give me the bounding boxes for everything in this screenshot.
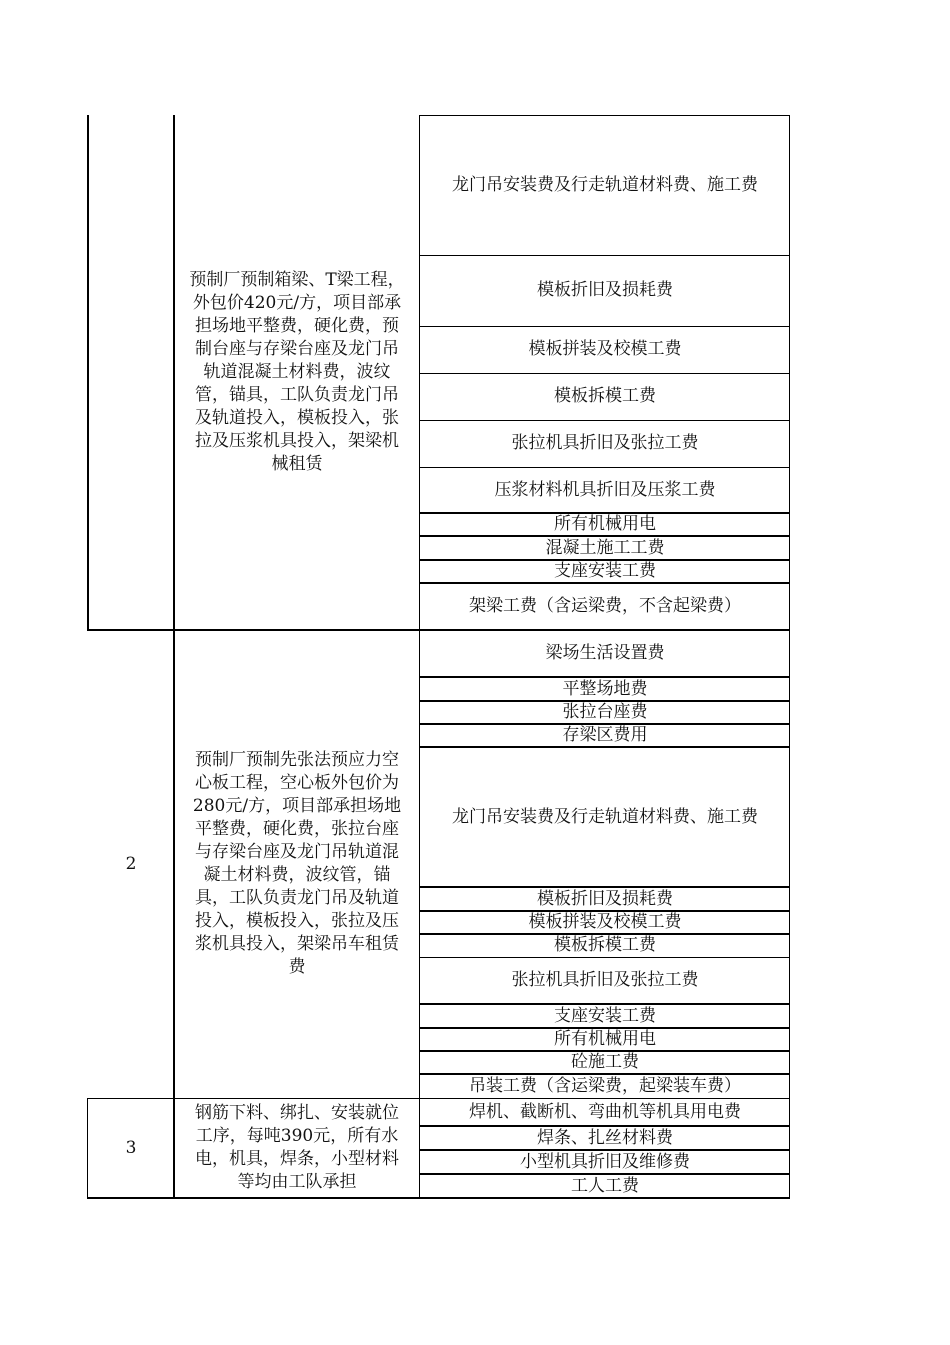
grid-line bbox=[419, 746, 790, 748]
grid-line bbox=[419, 1149, 790, 1151]
grid-line bbox=[419, 676, 790, 678]
group-2-item-3: 张拉台座费 bbox=[562, 702, 648, 722]
grid-line bbox=[419, 910, 790, 912]
grid-line bbox=[419, 1125, 790, 1127]
grid-line bbox=[419, 957, 790, 958]
group-2-number: 2 bbox=[125, 853, 137, 874]
grid-line bbox=[87, 629, 790, 631]
grid-line bbox=[419, 467, 790, 468]
group-3-item-1: 焊机、截断机、弯曲机等机具用电费 bbox=[469, 1101, 741, 1122]
grid-line bbox=[87, 1098, 88, 1198]
group-1-description: 预制厂预制箱梁、T梁工程， 外包价420元/方，项目部承 担场地平整费，硬化费，预 制台座与存梁台座及龙门吊 轨道混凝土材料费，波纹 管，锚具，工队负责龙门吊 及轨道投入，模板投入，张 拉及压浆机具投入，架梁机 械租赁 bbox=[189, 270, 405, 474]
group-3-item-3: 小型机具折旧及维修费 bbox=[520, 1151, 690, 1172]
grid-line bbox=[419, 582, 790, 584]
group-2-item-12: 砼施工费 bbox=[571, 1052, 639, 1072]
group-2-description: 预制厂预制先张法预应力空 心板工程，空心板外包价为 280元/方，项目部承担场地 平整费，硬化费，张拉台座 与存梁台座及龙门吊轨道混 凝土材料费，波纹管，锚 具，工队负责龙门吊及轨道 投入，模板投入，张拉及压 浆机具投入，架梁吊车租赁 费 bbox=[192, 750, 402, 977]
group-2-item-1: 梁场生活设置费 bbox=[545, 643, 665, 663]
group-3-description: 钢筋下料、绑扎、安装就位 工序，每吨390元，所有水 电，机具，焊条，小型材料 等均由工队承担 bbox=[195, 1103, 399, 1192]
grid-line bbox=[419, 255, 790, 256]
grid-line bbox=[419, 420, 790, 421]
grid-line bbox=[419, 700, 790, 702]
grid-line bbox=[419, 115, 420, 1198]
grid-line bbox=[419, 1173, 790, 1175]
grid-line bbox=[173, 115, 175, 1198]
grid-line bbox=[419, 1073, 790, 1075]
group-2-item-9: 张拉机具折旧及张拉工费 bbox=[511, 970, 699, 990]
group-1-item-2: 模板折旧及损耗费 bbox=[537, 280, 673, 300]
group-2-item-4: 存梁区费用 bbox=[562, 725, 648, 745]
group-3-item-4: 工人工费 bbox=[571, 1175, 639, 1196]
grid-line bbox=[419, 559, 790, 561]
grid-line bbox=[419, 326, 790, 327]
group-2-item-6: 模板折旧及损耗费 bbox=[537, 888, 673, 909]
group-1-item-8: 混凝土施工工费 bbox=[545, 537, 665, 558]
group-1-number bbox=[88, 115, 174, 630]
group-1-item-10: 架梁工费（含运梁费，不含起梁费） bbox=[469, 596, 741, 616]
grid-line bbox=[419, 1050, 790, 1052]
group-1-item-4: 模板拆模工费 bbox=[554, 386, 656, 406]
group-1-item-1: 龙门吊安装费及行走轨道材料费、施工费 bbox=[452, 174, 758, 195]
grid-line bbox=[419, 512, 790, 514]
grid-line bbox=[87, 1197, 790, 1199]
grid-line bbox=[419, 723, 790, 725]
group-1-item-5: 张拉机具折旧及张拉工费 bbox=[511, 433, 699, 453]
group-1-item-7: 所有机械用电 bbox=[554, 514, 656, 534]
grid-line bbox=[419, 115, 790, 116]
grid-line bbox=[789, 115, 790, 1198]
group-3-number: 3 bbox=[125, 1137, 137, 1158]
group-2-item-8: 模板拆模工费 bbox=[554, 935, 656, 955]
grid-line bbox=[87, 115, 89, 630]
group-2-item-2: 平整场地费 bbox=[562, 678, 648, 699]
grid-line bbox=[419, 886, 790, 888]
grid-line bbox=[419, 933, 790, 935]
grid-line bbox=[419, 373, 790, 374]
grid-line bbox=[419, 535, 790, 537]
grid-line bbox=[87, 1098, 790, 1099]
group-2-item-10: 支座安装工费 bbox=[554, 1005, 656, 1026]
grid-line bbox=[419, 1027, 790, 1029]
group-1-item-3: 模板拼装及校模工费 bbox=[528, 339, 682, 359]
group-1-item-6: 压浆材料机具折旧及压浆工费 bbox=[494, 479, 716, 500]
group-2-item-13: 吊装工费（含运梁费，起梁装车费） bbox=[469, 1075, 741, 1096]
group-2-item-7: 模板拼装及校模工费 bbox=[528, 912, 682, 932]
grid-line bbox=[419, 1003, 790, 1005]
group-2-item-5: 龙门吊安装费及行走轨道材料费、施工费 bbox=[452, 806, 758, 827]
group-3-item-2: 焊条、扎丝材料费 bbox=[537, 1127, 673, 1148]
group-2-item-11: 所有机械用电 bbox=[554, 1029, 656, 1049]
group-1-item-9: 支座安装工费 bbox=[554, 561, 656, 581]
